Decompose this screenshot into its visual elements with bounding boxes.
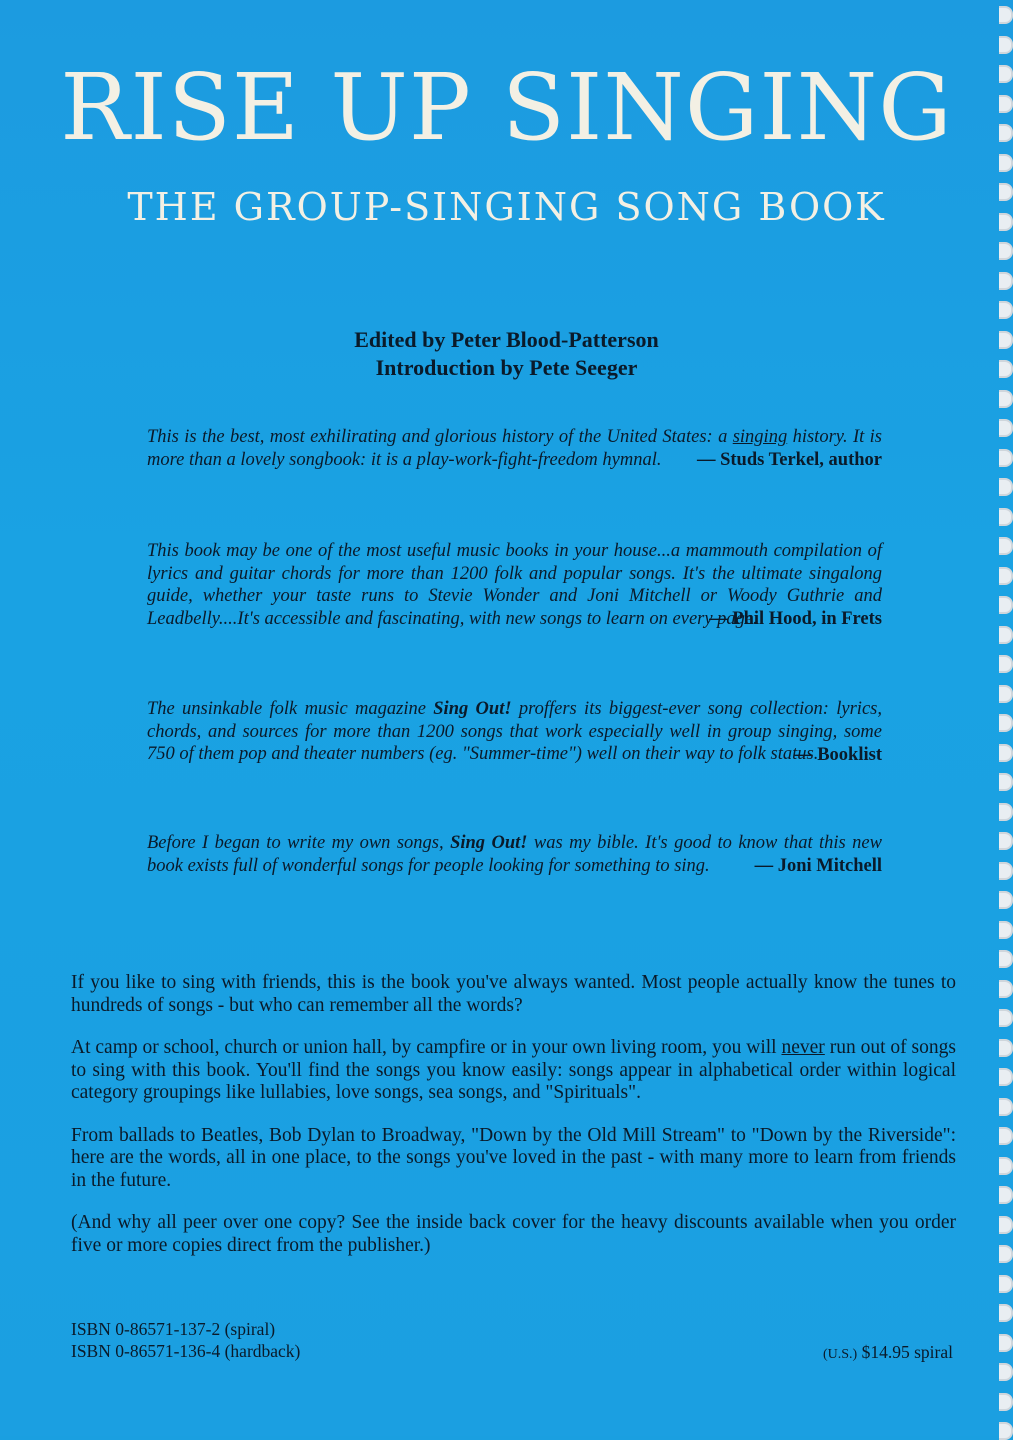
spiral-ring [999, 1157, 1013, 1175]
quote-text: This is the best, most exhilirating and glorious history of the United States: a singing history. It is more than a lovely songbook: it is a play-work-fight-freedom hymnal. [147, 427, 883, 470]
spiral-ring [999, 685, 1013, 703]
isbn-hardback: ISBN 0-86571-136-4 (hardback) [71, 1341, 301, 1361]
spiral-ring [999, 567, 1013, 585]
spiral-ring [999, 449, 1013, 467]
spiral-ring [999, 655, 1013, 673]
isbn-block [71, 1318, 300, 1362]
quote-booklist [147, 698, 882, 766]
description [71, 972, 956, 1277]
spiral-ring [999, 862, 1013, 880]
price-amount: $14.95 spiral [861, 1342, 953, 1362]
spiral-ring [999, 1068, 1013, 1086]
spiral-ring [999, 1393, 1013, 1411]
spiral-ring [999, 921, 1013, 939]
quote-text: Before I began to write my own songs, Sing Out! was my bible. It's good to know that this new book exists full of wonderful songs for people looking for something to sing. [147, 833, 882, 876]
spiral-ring [999, 508, 1013, 526]
spiral-ring [999, 537, 1013, 555]
spiral-ring [999, 1422, 1013, 1440]
spiral-ring [999, 419, 1013, 437]
spiral-ring [999, 714, 1013, 732]
magazine-name: Sing Out! [433, 699, 512, 719]
book-subtitle: THE GROUP-SINGING SONG BOOK [127, 185, 886, 229]
spiral-ring [999, 478, 1013, 496]
spiral-ring [999, 596, 1013, 614]
spiral-ring [999, 744, 1013, 762]
quote-attribution: — Studs Terkel, author [696, 450, 882, 470]
spiral-ring [999, 1216, 1013, 1234]
spiral-ring [999, 950, 1013, 968]
spiral-ring [999, 1363, 1013, 1381]
quote-text: This book may be one of the most useful music books in your house...a mammouth compilation of lyrics and guitar chords for more than 1200 folk and popular songs. It's the ultimate singalong guide, whether your taste runs to Stevie Wonder and Joni Mitchell or Woody Guthrie and Leadbelly....It's accessible and fascinating, with new songs to learn on every page. [147, 541, 882, 629]
spiral-ring [999, 272, 1013, 290]
spiral-ring [999, 980, 1013, 998]
intro-credit: Introduction by Pete Seeger [375, 355, 638, 380]
spiral-ring [999, 891, 1013, 909]
spiral-ring [999, 1275, 1013, 1293]
book-title: RISE UP SINGING [60, 54, 953, 161]
quote-emphasis: singing [732, 427, 788, 447]
quote-joni-mitchell [147, 832, 882, 877]
spiral-ring [999, 36, 1013, 54]
editor-credit: Edited by Peter Blood-Patterson [354, 327, 659, 352]
spiral-ring [999, 1186, 1013, 1204]
spiral-ring [999, 773, 1013, 791]
spiral-ring [999, 1334, 1013, 1352]
emphasis-never: never [781, 1037, 825, 1058]
price-label [823, 1342, 953, 1363]
quote-attribution: — Booklist [794, 744, 882, 765]
spiral-ring [999, 1009, 1013, 1027]
description-paragraph: If you like to sing with friends, this is the book you've always wanted. Most people actually know the tunes to hundreds of songs - but who can remember all the words? [71, 972, 956, 1016]
quote-studs-terkel [147, 426, 882, 471]
spiral-ring [999, 301, 1013, 319]
description-paragraph: At camp or school, church or union hall, by campfire or in your own living room, you will never run out of songs to sing with this book. You'll find the songs you know easily: songs appear in alphabetical order within logical category groupings like lullabies, love songs, sea songs, and "Spirituals". [71, 1037, 956, 1103]
spiral-ring [999, 1304, 1013, 1322]
price-region: (U.S.) [823, 1347, 858, 1362]
credits [0, 326, 1013, 382]
spiral-ring [999, 242, 1013, 260]
description-paragraph: From ballads to Beatles, Bob Dylan to Broadway, "Down by the Old Mill Stream" to "Down by the Riverside": here are the words, all in one place, to the songs you've loved in the past - with many more to learn from friends in the future. [71, 1124, 956, 1191]
spiral-ring [999, 1098, 1013, 1116]
spiral-ring [999, 1039, 1013, 1057]
description-paragraph: (And why all peer over one copy? See the inside back cover for the heavy discounts available when you order five or more copies direct from the publisher.) [71, 1212, 956, 1256]
quote-phil-hood [147, 540, 882, 630]
quote-attribution: — Phil Hood, in Frets [709, 609, 882, 629]
spiral-ring [999, 832, 1013, 850]
spiral-ring [999, 803, 1013, 821]
spiral-ring [999, 626, 1013, 644]
spiral-ring [999, 1127, 1013, 1145]
spiral-ring [999, 390, 1013, 408]
spiral-ring [999, 6, 1013, 24]
quote-text: The unsinkable folk music magazine Sing Out! proffers its biggest-ever song collection: lyrics, chords, and sources for more than 1200 songs that work especially well in group singing, some 750 of them pop and theater numbers (eg. "Summer-time") well on their way to folk status. [147, 699, 882, 764]
spiral-ring [999, 1245, 1013, 1263]
isbn-spiral: ISBN 0-86571-137-2 (spiral) [71, 1319, 276, 1339]
magazine-name: Sing Out! [450, 833, 528, 853]
quote-attribution: — Joni Mitchell [754, 856, 882, 876]
